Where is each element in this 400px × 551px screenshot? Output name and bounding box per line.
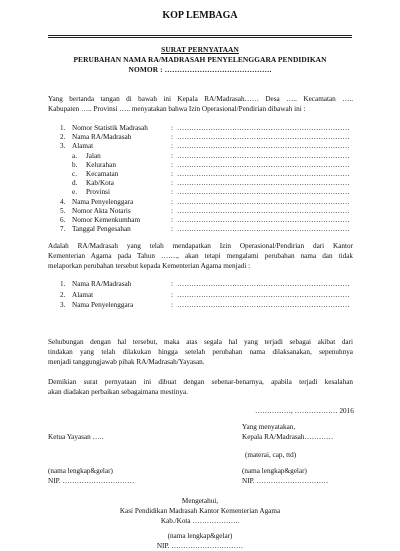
field-label: Kab/Kota	[86, 179, 114, 188]
letterhead-title: KOP LEMBAGA	[162, 10, 238, 21]
field-number: 7.	[60, 225, 66, 234]
field-label: Tanggal Pengesahan	[72, 225, 131, 234]
field-colon: :	[171, 216, 173, 224]
intro-line-2: Kabupaten ….. Provinsi ….. menyatakan bahwa Izin Operasional/Pendirian dibawah ini :	[48, 105, 306, 113]
sign-left-position: Ketua Yayasan …..	[48, 433, 104, 441]
field-number: 2.	[60, 290, 66, 299]
document-number: NOMOR : …………………………………….	[128, 65, 272, 74]
materai-note: (materai, cap, ttd)	[245, 451, 297, 459]
field-label: Nama RA/Madrasah	[72, 133, 132, 142]
field-label: Nomor Kemenkumham	[72, 216, 141, 224]
sign-right-name: (nama lengkap&gelar)	[242, 467, 307, 475]
field-colon: :	[171, 179, 173, 188]
field-colon: :	[171, 280, 173, 288]
letterhead-rule-thin	[48, 37, 352, 38]
field-subnumber: d.	[72, 179, 78, 188]
field-number: 6.	[60, 216, 66, 224]
field-label: Provinsi	[86, 188, 110, 197]
field-value-placeholder: ………………………………………………………………	[177, 225, 350, 234]
para2-line-1: Adalah RA/Madrasah yang telah mendapatkan Izin Operasional/Pendirian dari Kantor	[48, 242, 353, 250]
field-number: 2.	[60, 133, 66, 142]
approval-office: Kasi Pendidikan Madrasah Kantor Kementerian Agama	[119, 507, 281, 515]
field-label: Jalan	[86, 151, 101, 160]
approval-region: Kab./Kota ………………..	[160, 517, 240, 525]
field-label: Nomor Akta Notaris	[72, 206, 131, 215]
field-value-placeholder: ………………………………………………………………	[177, 179, 350, 188]
intro-line-1: Yang bertanda tangan di bawah ini Kepala RA/Madrasah…… Desa ….. Kecamatan …..	[48, 95, 353, 103]
para4-line-1: Demikian surat pernyataan ini dibuat dengan sebenar-benarnya, apabila terjadi kesalahan	[48, 378, 353, 386]
field-value-placeholder: ………………………………………………………………	[177, 133, 350, 142]
approval-heading: Mengetahui,	[181, 497, 219, 505]
field-subnumber: e.	[72, 188, 77, 197]
approval-name: (nama lengkap&gelar)	[167, 532, 233, 540]
field-value-placeholder: ………………………………………………………………	[177, 124, 350, 132]
sign-left-name: (nama lengkap&gelar)	[48, 467, 113, 475]
field-value-placeholder: ………………………………………………………………	[177, 216, 350, 224]
field-value-placeholder: ………………………………………………………………	[177, 160, 350, 169]
sign-date: ……………, ……………… 2016	[255, 407, 354, 415]
para3-line-1: Sehubungan dengan hal tersebut, maka atas segala hal yang terjadi sebagai akibat dari	[48, 338, 353, 346]
para3-line-3: menjadi tanggungjawab pihak RA/Madrasah/Yayasan.	[48, 358, 205, 366]
field-number: 3.	[60, 142, 66, 151]
letterhead-rule	[48, 35, 352, 36]
field-colon: :	[171, 151, 173, 160]
field-label: Nama Penyelenggara	[72, 301, 134, 309]
field-value-placeholder: ………………………………………………………………	[177, 151, 350, 160]
field-label: Kelurahan	[86, 160, 116, 169]
field-colon: :	[171, 142, 173, 151]
field-subnumber: b.	[72, 160, 78, 169]
field-number: 5.	[60, 206, 66, 215]
field-number: 4.	[60, 197, 66, 206]
sign-right-nip: NIP. …………………………	[242, 477, 329, 485]
document-subtitle: PERUBAHAN NAMA RA/MADRASAH PENYELENGGARA PENDIDIKAN	[73, 55, 327, 64]
field-value-placeholder: ………………………………………………………………	[177, 290, 350, 299]
field-colon: :	[171, 225, 173, 234]
para2-line-2: Kementerian Agama pada Tahun ……., akan tetapi mengalami perubahan nama dan tidak	[48, 252, 353, 260]
field-value-placeholder: ………………………………………………………………	[177, 142, 350, 151]
approval-nip: NIP. …………………………	[156, 542, 244, 550]
field-value-placeholder: ………………………………………………………………	[177, 188, 350, 197]
field-colon: :	[171, 160, 173, 169]
field-value-placeholder: ………………………………………………………………	[177, 280, 350, 288]
field-label: Nama Penyelenggara	[72, 197, 134, 206]
field-number: 3.	[60, 301, 66, 309]
field-colon: :	[171, 197, 173, 206]
field-value-placeholder: ………………………………………………………………	[177, 197, 350, 206]
field-colon: :	[171, 170, 173, 178]
field-colon: :	[171, 301, 173, 309]
field-subnumber: c.	[72, 170, 77, 178]
field-label: Kecamatan	[86, 170, 119, 178]
field-subnumber: a.	[72, 151, 77, 160]
field-label: Alamat	[72, 290, 94, 299]
field-number: 1.	[60, 124, 66, 132]
field-colon: :	[171, 124, 173, 132]
document-title: SURAT PERNYATAAN	[161, 45, 239, 54]
field-label: Nama RA/Madrasah	[72, 280, 132, 288]
field-colon: :	[171, 290, 173, 299]
para3-line-2: tindakan yang telah dilakukan hingga setelah perubahan nama dilaksanakan, sepenuhnya	[48, 348, 353, 356]
field-label: Alamat	[72, 142, 94, 151]
field-value-placeholder: ………………………………………………………………	[177, 206, 350, 215]
field-colon: :	[171, 188, 173, 197]
field-number: 1.	[60, 280, 66, 288]
field-colon: :	[171, 133, 173, 142]
sign-right-heading: Yang menyatakan,	[242, 423, 296, 431]
sign-right-position: Kepala RA/Madrasah…………	[242, 433, 334, 441]
sign-left-nip: NIP. …………………………	[48, 477, 135, 485]
para4-line-2: akan diadakan perbaikan sebagaimana mestinya.	[48, 388, 188, 396]
field-value-placeholder: ………………………………………………………………	[177, 301, 350, 309]
field-label: Nomor Statistik Madrasah	[72, 124, 148, 132]
field-value-placeholder: ………………………………………………………………	[177, 170, 350, 178]
field-colon: :	[171, 206, 173, 215]
para2-line-3: melaporkan perubahan tersebut kepada Kementerian Agama menjadi :	[48, 262, 251, 270]
